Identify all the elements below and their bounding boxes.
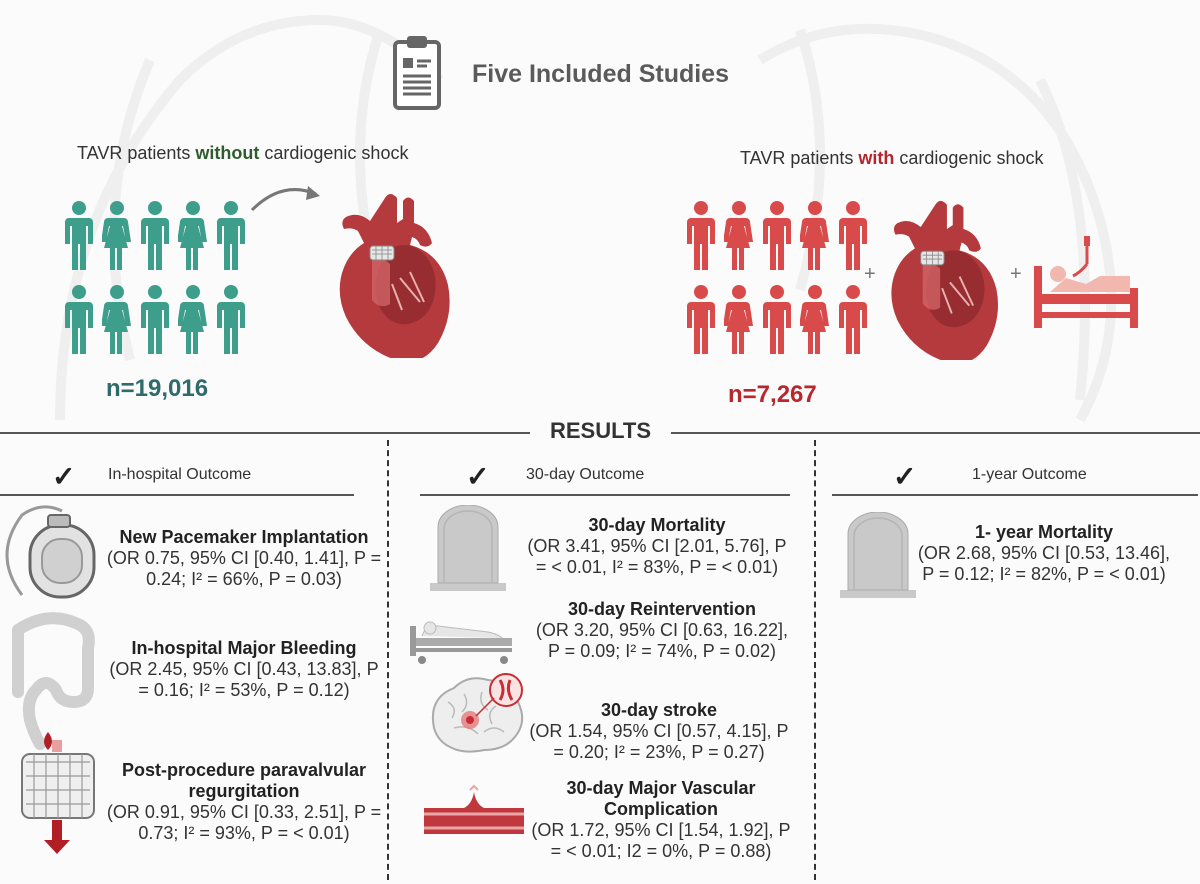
cohort-with-label: TAVR patients with cardiogenic shock [740, 148, 1044, 168]
arrow-icon [248, 180, 328, 220]
patient-bed-icon [1030, 232, 1142, 332]
tombstone-icon [428, 505, 508, 595]
column-heading-in-hospital: In-hospital Outcome [108, 466, 252, 483]
outcome-title: 30-day Mortality [588, 515, 726, 535]
clipboard-icon [393, 34, 441, 110]
outcome-stats: (OR 1.72, 95% CI [1.54, 1.92], P = < 0.01; I2 = 0%, P = 0.88) [531, 820, 791, 861]
outcome-30-day-stroke [526, 700, 792, 763]
outcome-stats: (OR 0.75, 95% CI [0.40, 1.41], P = 0.24; I² = 66%, P = 0.03) [106, 548, 382, 589]
check-icon: ✓ [893, 461, 917, 492]
heart-valve-icon [880, 195, 1010, 360]
column-separator [387, 440, 389, 880]
outcome-stats: (OR 3.41, 95% CI [2.01, 5.76], P = < 0.01, I² = 83%, P = < 0.01) [527, 536, 787, 577]
column-heading-1-year: 1-year Outcome [972, 466, 1087, 483]
column-underline [0, 494, 354, 496]
outcome-title: 30-day Major Vascular Complication [566, 778, 756, 819]
column-separator [814, 440, 816, 880]
outcome-30-day-vascular [530, 778, 792, 862]
pacemaker-icon [2, 505, 102, 605]
outcome-title: 30-day stroke [600, 700, 718, 720]
outcome-stats: (OR 2.45, 95% CI [0.43, 13.83], P = 0.16; I² = 53%, P = 0.12) [109, 659, 379, 700]
tombstone-icon [838, 512, 918, 602]
column-heading-30-day: 30-day Outcome [526, 466, 645, 483]
heart-valve-icon [330, 188, 460, 358]
plus-sign: + [1010, 263, 1022, 285]
outcome-30-day-mortality [522, 515, 792, 578]
outcome-new-pacemaker [104, 527, 384, 590]
check-icon: ✓ [52, 461, 76, 492]
n-without: n=19,016 [106, 375, 209, 402]
intestine-bleeding-icon [8, 610, 98, 760]
vessel-rupture-icon [424, 784, 524, 844]
patients-with-shock-icon [686, 200, 876, 360]
outcome-stats: (OR 2.68, 95% CI [0.53, 13.46], P = 0.12; I² = 82%, P = < 0.01) [917, 543, 1171, 584]
outcome-stats: (OR 0.91, 95% CI [0.33, 2.51], P = 0.73; I² = 93%, P = < 0.01) [106, 802, 382, 843]
outcome-30-day-reintervention [532, 599, 792, 662]
check-icon: ✓ [466, 461, 490, 492]
cohort-without-label: TAVR patients without cardiogenic shock [77, 143, 409, 163]
column-underline [832, 494, 1198, 496]
plus-sign: + [864, 263, 876, 285]
outcome-major-bleeding [104, 638, 384, 701]
valve-regurgitation-icon [18, 740, 98, 860]
patients-without-shock-icon [64, 200, 254, 360]
hospital-bed-icon [408, 610, 518, 666]
outcome-1-year-mortality [910, 522, 1178, 585]
outcome-title: New Pacemaker Implantation [119, 527, 369, 547]
outcome-stats: (OR 3.20, 95% CI [0.63, 16.22], P = 0.09; I² = 74%, P = 0.02) [535, 620, 789, 661]
column-underline [420, 494, 790, 496]
brain-stroke-icon [424, 672, 530, 768]
results-heading: RESULTS [530, 418, 671, 444]
outcome-title: 30-day Reintervention [567, 599, 757, 619]
outcome-paravalvular-regurgitation [104, 760, 384, 844]
page-title: Five Included Studies [472, 60, 729, 88]
outcome-title: In-hospital Major Bleeding [131, 638, 357, 658]
n-with: n=7,267 [728, 381, 817, 408]
outcome-stats: (OR 1.54, 95% CI [0.57, 4.15], P = 0.20; I² = 23%, P = 0.27) [529, 721, 789, 762]
outcome-title: Post-procedure paravalvular regurgitation [121, 760, 367, 801]
outcome-title: 1- year Mortality [974, 522, 1114, 542]
